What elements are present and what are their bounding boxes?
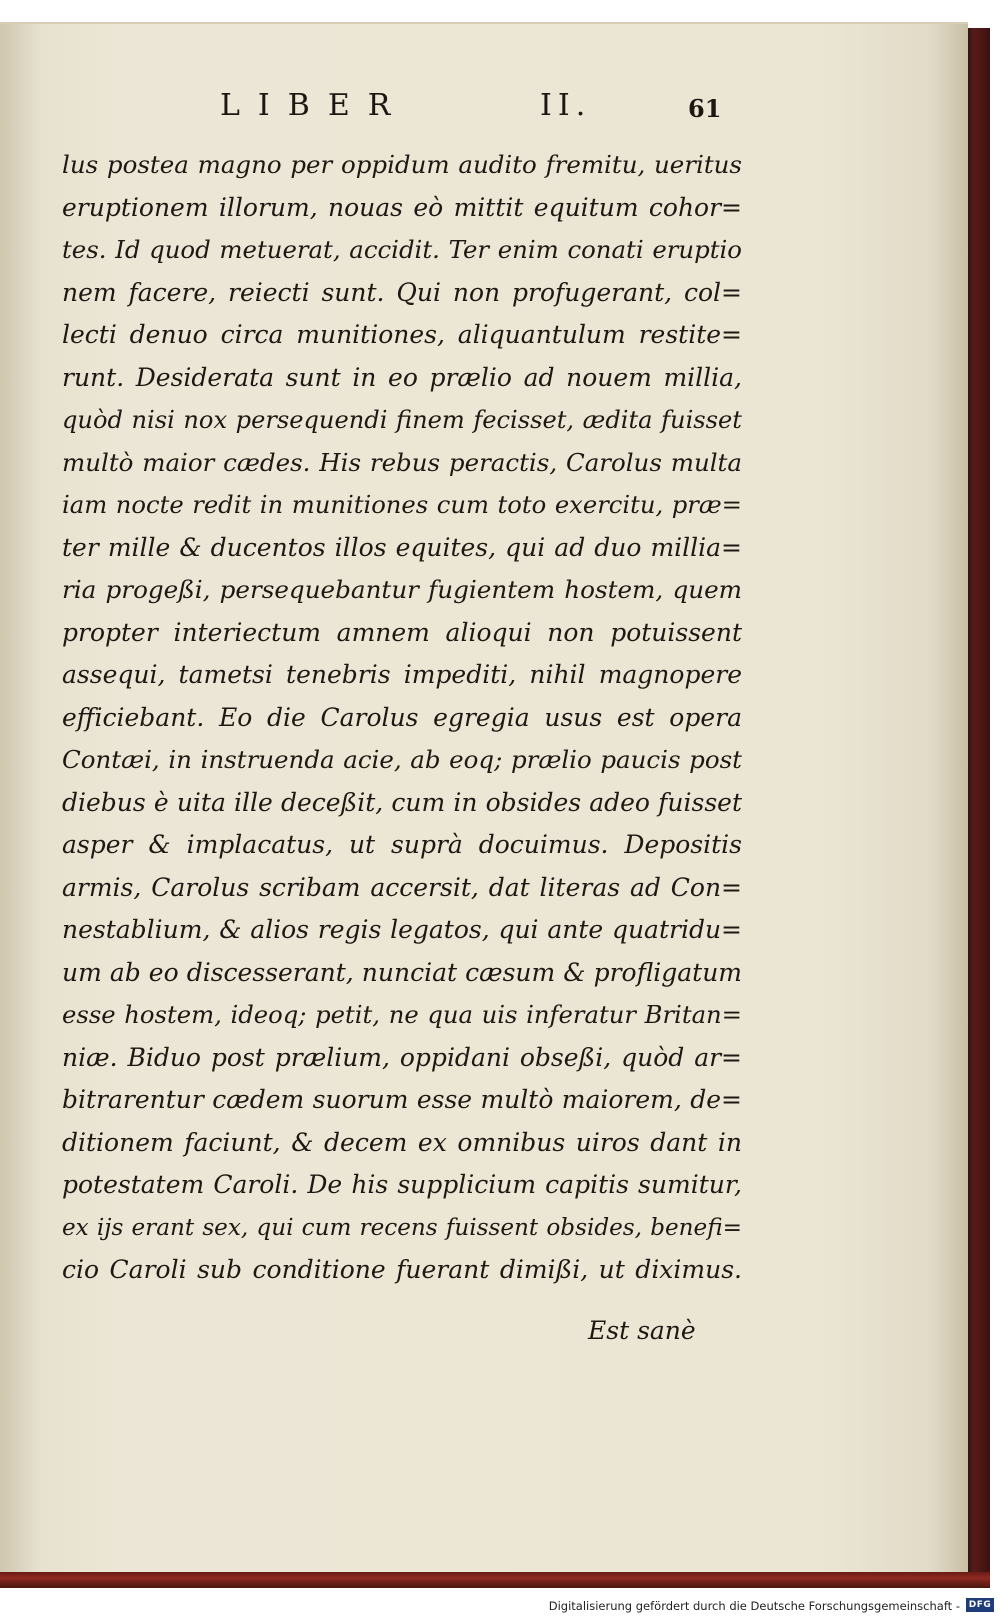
text-line: ter mille & ducentos illos equites, qui ad duo millia= — [62, 532, 742, 562]
text-line: armis, Carolus scribam accersit, dat literas ad Con= — [62, 872, 742, 902]
text-line: quòd nisi nox persequendi finem fecisset, ædita fuisset — [62, 406, 742, 434]
text-line: multò maior cædes. His rebus peractis, Carolus multa — [62, 447, 742, 477]
text-line: cio Caroli sub conditione fuerant dimißi, ut diximus. — [62, 1255, 742, 1284]
text-line: efficiebant. Eo die Carolus egregia usus est opera — [62, 702, 742, 732]
text-line: iam nocte redit in munitiones cum toto exercitu, præ= — [62, 490, 742, 519]
text-line: esse hostem, ideoq; petit, ne qua uis inferatur Britan= — [62, 1000, 742, 1029]
body-text — [62, 144, 742, 1292]
funding-credit: Digitalisierung gefördert durch die Deutsche Forschungsgemeinschaft - — [548, 1599, 960, 1613]
text-line: lecti denuo circa munitiones, aliquantulum restite= — [62, 320, 742, 349]
text-line: nem facere, reiecti sunt. Qui non profugerant, col= — [62, 277, 742, 307]
book-number: II. — [540, 88, 592, 123]
text-line: propter interiectum amnem alioqui non potuissent — [62, 617, 742, 647]
catchword: Est sanè — [588, 1316, 696, 1345]
text-line: ditionem faciunt, & decem ex omnibus uiros dant in — [62, 1127, 742, 1157]
text-line: diebus è uita ille deceßit, cum in obsides adeo fuisset — [62, 787, 742, 817]
text-line: potestatem Caroli. De his supplicium capitis sumitur, — [62, 1170, 742, 1199]
page-edge-bottom — [0, 1572, 990, 1588]
text-line: ex ijs erant sex, qui cum recens fuissent obsides, benefi= — [62, 1214, 742, 1241]
page-edge-right — [968, 28, 990, 1584]
text-line: ria progeßi, persequebantur fugientem hostem, quem — [62, 575, 742, 604]
text-line: assequi, tametsi tenebris impediti, nihil magnopere — [62, 660, 742, 689]
text-line: runt. Desiderata sunt in eo prælio ad nouem millia, — [62, 362, 742, 392]
text-line: tes. Id quod metuerat, accidit. Ter enim conati eruptio — [62, 235, 742, 264]
text-line: Contæi, in instruenda acie, ab eoq; prælio paucis post — [62, 745, 742, 774]
text-line: lus postea magno per oppidum audito fremitu, ueritus — [62, 150, 742, 179]
folio-number: 61 — [688, 94, 722, 123]
dfg-logo-icon: DFG — [966, 1598, 994, 1612]
text-line: asper & implacatus, ut suprà docuimus. Depositis — [62, 830, 742, 859]
text-line: um ab eo discesserant, nunciat cæsum & profligatum — [62, 957, 742, 987]
text-line: eruptionem illorum, nouas eò mittit equitum cohor= — [62, 192, 742, 222]
text-line: bitrarentur cædem suorum esse multò maiorem, de= — [62, 1085, 742, 1114]
running-head: LIBER — [220, 88, 409, 123]
text-line: nestablium, & alios regis legatos, qui ante quatridu= — [62, 915, 742, 944]
text-line: niæ. Biduo post prælium, oppidani obseßi, quòd ar= — [62, 1042, 742, 1072]
